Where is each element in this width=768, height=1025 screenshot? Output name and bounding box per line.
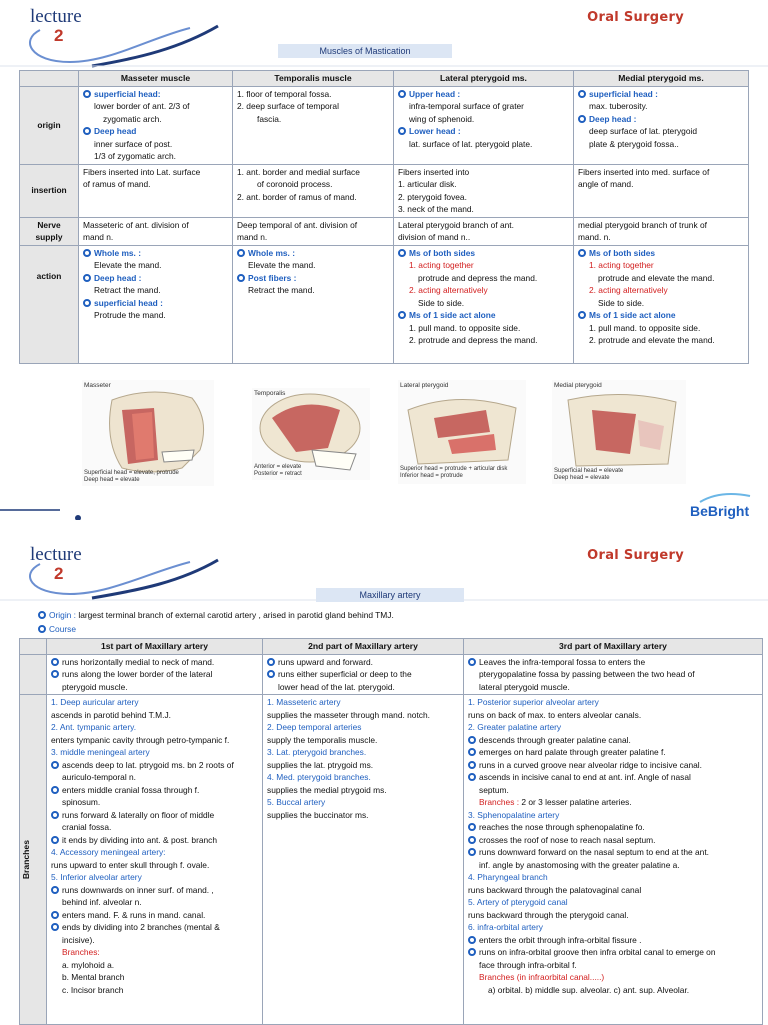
bullet-icon [578,90,586,98]
bullet-icon [51,786,59,794]
bullet-icon [51,658,59,666]
bullet-icon [398,90,406,98]
table-header-row [20,639,763,655]
cell-lateral-nerve: Lateral pterygoid branch of ant. division of mand n.. [394,217,574,245]
column-header: Medial pterygoid ms. [574,71,749,87]
cell-masseter-action: Whole ms. : Elevate the mand. Deep head : Retract the mand. superficial head : Protrude the mand. [79,245,233,363]
table-row-branches [20,695,763,1025]
table-header-row [20,71,749,87]
medial-pterygoid-figure: Medial pterygoid Superficial head = elevate Deep head = elevate [552,380,686,484]
cell-temporalis-origin: 1. floor of temporal fossa. 2. deep surface of temporal fascia. [233,86,394,164]
column-header: 2nd part of Maxillary artery [263,639,464,655]
cell-temporalis-nerve: Deep temporal of ant. division of mand n. [233,217,394,245]
bullet-icon [398,249,406,257]
cell-medial-nerve: medial pterygoid branch of trunk of mand. n. [574,217,749,245]
cell-p2-branches: 1. Masseteric artery supplies the masseter through mand. notch. 2. Deep temporal arteries supply the temporalis muscle. 3. Lat. pterygoid branches. supplies the lat. ptrygoid ms. 4. Med. pterygoid branches. supplies the medial ptrygoid ms. 5. Buccal artery supplies the buccinator ms. [263,695,464,1025]
table-row-origin [20,86,749,164]
row-label: insertion [20,164,79,217]
cell-medial-origin: superficial head : max. tuberosity. Deep head : deep surface of lat. pterygoid plate & pterygoid fossa.. [574,86,749,164]
lecture-number-badge [34,26,84,58]
lecture-number: 2 [54,26,64,45]
maxillary-table [19,638,763,1025]
bullet-icon [237,274,245,282]
lecture-label: lecture [30,544,82,565]
bullet-icon [83,274,91,282]
subject-title: Oral Surgery [587,548,684,563]
bullet-icon [83,299,91,307]
bullet-icon [83,249,91,257]
footer-swoosh [0,488,768,520]
bullet-icon [51,761,59,769]
bullet-icon [468,761,476,769]
bullet-icon [398,311,406,319]
cell-p2-course: runs upward and forward. runs either superficial or deep to the lower head of the lat. pterygoid. [263,654,464,695]
branches-row-label: Branches [20,695,47,1025]
table-row-course [20,654,763,695]
corner-cell [20,71,79,87]
bullet-icon [83,127,91,135]
column-header: Masseter muscle [79,71,233,87]
bullet-icon [51,911,59,919]
bullet-icon [468,823,476,831]
bullet-icon [51,923,59,931]
cell-lateral-origin: Upper head : infra-temporal surface of grater wing of sphenoid. Lower head : lat. surface of lat. pterygoid plate. [394,86,574,164]
table-row-insertion [20,164,749,217]
page-two [0,538,768,1024]
subject-title: Oral Surgery [587,10,684,25]
bullet-icon [237,249,245,257]
lecture-number-badge [34,564,84,596]
course-line: Course [38,623,76,635]
row-label: origin [20,86,79,164]
bullet-icon [468,773,476,781]
cell-masseter-insertion: Fibers inserted into Lat. surface of ramus of mand. [79,164,233,217]
bullet-icon [468,836,476,844]
table-row-action [20,245,749,363]
bullet-icon [51,886,59,894]
bullet-icon [51,811,59,819]
bullet-icon [38,625,46,633]
column-header: 1st part of Maxillary artery [47,639,263,655]
lecture-label: lecture [30,6,82,27]
section-title: Maxillary artery [316,588,464,602]
bullet-icon [267,658,275,666]
bullet-icon [578,249,586,257]
row-label: Nerve supply [20,217,79,245]
bullet-icon [83,90,91,98]
bullet-icon [468,658,476,666]
row-label: action [20,245,79,363]
cell-medial-action: Ms of both sides 1. acting together protrude and elevate the mand. 2. acting alternatively Side to side. Ms of 1 side act alone 1. pull mand. to opposite side. 2. protrude and elevate the mand. [574,245,749,363]
course-row-label [20,654,47,695]
bullet-icon [468,936,476,944]
bullet-icon [468,848,476,856]
cell-p3-course: Leaves the infra-temporal fossa to enters the pterygopalatine fossa by passing between the two head of lateral pterygoid muscle. [464,654,763,695]
table-row-nerve [20,217,749,245]
bullet-icon [51,670,59,678]
bullet-icon [468,748,476,756]
bullet-icon [51,836,59,844]
lateral-pterygoid-figure: Lateral pterygoid Superior head = protrude + articular disk Inferior head = protrude [398,380,526,484]
muscle-figures [0,380,768,490]
column-header: Temporalis muscle [233,71,394,87]
cell-masseter-nerve: Masseteric of ant. division of mand n. [79,217,233,245]
bullet-icon [468,948,476,956]
cell-temporalis-insertion: 1. ant. border and medial surface of coronoid process. 2. ant. border of ramus of mand. [233,164,394,217]
bullet-icon [38,611,46,619]
cell-lateral-insertion: Fibers inserted into 1. articular disk. 2. pterygoid fovea. 3. neck of the mand. [394,164,574,217]
cell-p1-course: runs horizontally medial to neck of mand. runs along the lower border of the lateral pterygoid muscle. [47,654,263,695]
bullet-icon [578,115,586,123]
bullet-icon [398,127,406,135]
column-header: Lateral pterygoid ms. [394,71,574,87]
corner-cell [20,639,47,655]
cell-p3-branches: 1. Posterior superior alveolar artery runs on back of max. to enters alveolar canals. 2. Greater palatine artery descends through greater palatine canal. emerges on hard palate through greater palatine f. runs in a curved groove near alveolar ridge to incisive canal. ascends in incisive canal to end at ant. inf. Angle of nasal septum. Branches : 2 or 3 lesser palatine arteries. 3. Sphenopalatine artery reaches the nose through sphenopalatine fo. crosses the roof of nose to reach nasal septum. runs downward forward on the nasal septum to end at the ant. inf. angle by anastomosing with the greater palatine a. 4. Pharyngeal branch runs backward through the palatovaginal canal 5. Artery of pterygoid canal runs backward through the pterygoid canal. 6. infra-orbital artery enters the orbit through infra-orbital fissure . runs on infra-orbital groove then infra orbital canal to emerge on face through infra-orbital f. Branches (in infraorbital canal.....) a) orbital. b) middle sup. alveolar. c) ant. sup. Alveolar. [464,695,763,1025]
lecture-number: 2 [54,564,64,583]
masseter-figure: Masseter Superficial head = elevate, protrude Deep head = elevate [82,380,214,486]
bullet-icon [578,311,586,319]
cell-medial-insertion: Fibers inserted into med. surface of angle of mand. [574,164,749,217]
brand-logo: BeBright [690,503,750,519]
bullet-icon [267,670,275,678]
section-title: Muscles of Mastication [278,44,452,58]
temporalis-figure: Temporalis Anterior = elevate Posterior = retract [252,388,370,480]
muscles-table [19,70,749,364]
origin-line: Origin : largest terminal branch of external carotid artery , arised in parotid gland behind TMJ. [38,609,394,621]
cell-masseter-origin: superficial head: lower border of ant. 2/3 of zygomatic arch. Deep head inner surface of post. 1/3 of zygomatic arch. [79,86,233,164]
cell-temporalis-action: Whole ms. : Elevate the mand. Post fibers : Retract the mand. [233,245,394,363]
bullet-icon [468,736,476,744]
column-header: 3rd part of Maxillary artery [464,639,763,655]
cell-p1-branches: 1. Deep auricular artery ascends in parotid behind T.M.J. 2. Ant. tympanic artery. enters tympanic cavity through petro-tympanic f. 3. middle meningeal artery ascends deep to lat. ptrygoid ms. bn 2 roots of auriculo-temporal n. enters middle cranial fossa through f. spinosum. runs forward & laterally on floor of middle cranial fossa. it ends by dividing into ant. & post. branch 4. Accessory meningeal artery: runs upward to enter skull through f. ovale. 5. Inferior alveolar artery runs downwards on inner surf. of mand. , behind inf. alveolar n. enters mand. F. & runs in mand. canal. ends by dividing into 2 branches (mental & incisive). Branches: a. mylohoid a. b. Mental branch c. Incisor branch [47,695,263,1025]
cell-lateral-action: Ms of both sides 1. acting together protrude and depress the mand. 2. acting alternatively Side to side. Ms of 1 side act alone 1. pull mand. to opposite side. 2. protrude and depress the mand. [394,245,574,363]
